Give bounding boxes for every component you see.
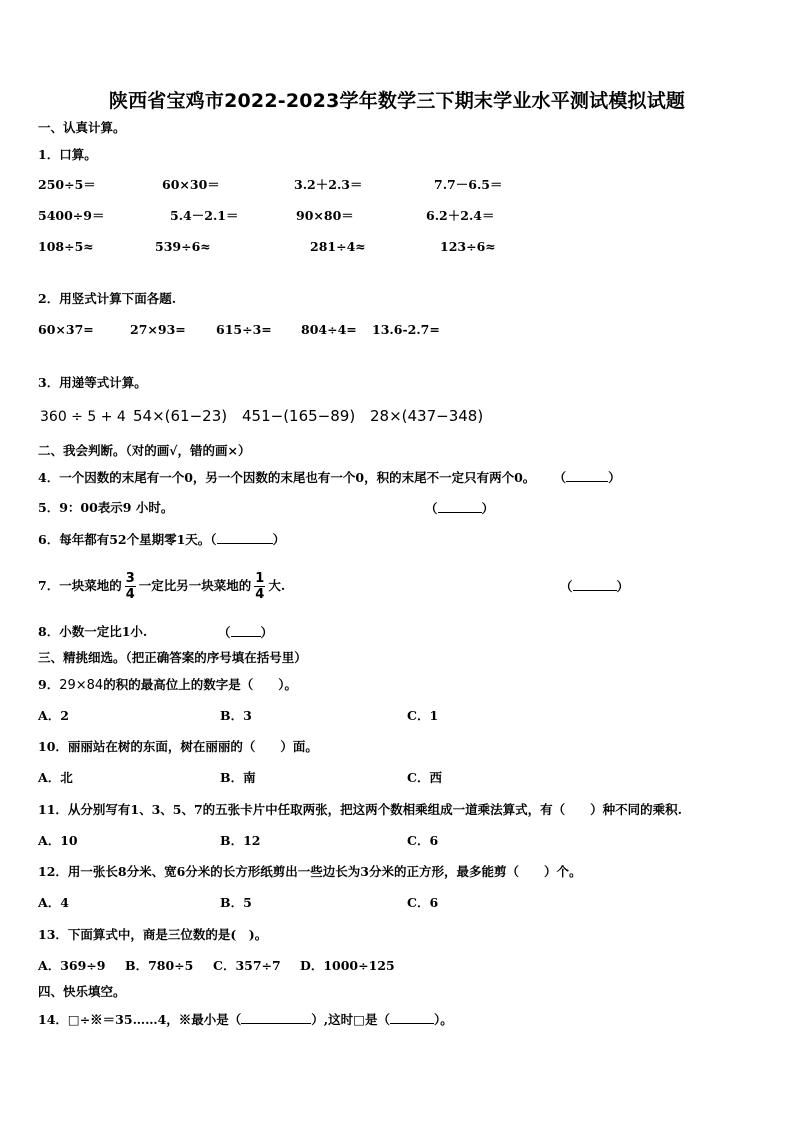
- vertical-calc-item: 60×37=: [38, 322, 94, 337]
- question-5-text: 5．9：00表示9 小时。: [38, 500, 174, 515]
- section-heading-3: 三、精挑细选。（把正确答案的序号填在括号里）: [38, 650, 307, 665]
- fraction: [125, 571, 136, 602]
- question-5-answer: [425, 500, 494, 517]
- option-c[interactable]: C．6: [407, 895, 439, 910]
- vertical-calc-item: 804÷4=: [301, 322, 357, 337]
- oral-calc-item: 539÷6≈: [155, 239, 211, 254]
- question-text: 9．: [38, 677, 60, 692]
- option-a[interactable]: A．2: [38, 708, 69, 723]
- question-13: 13．下面算式中，商是三位数的是( )。: [38, 927, 268, 942]
- question-11: 11．从分别写有1、3、5、7的五张卡片中任取两张，把这两个数相乘组成一道乘法算式，有（ ）种不同的乘积.: [38, 802, 683, 817]
- step-calc-item: 360 ÷ 5 + 4: [40, 409, 126, 425]
- vertical-calc-item: 13.6-2.7=: [372, 322, 440, 337]
- answer-blank[interactable]: [573, 578, 617, 591]
- question-text: 的积的最高位上的数字是（ ）。: [103, 677, 297, 692]
- fraction-denominator: 4: [125, 587, 135, 602]
- fraction-numerator: 3: [125, 571, 135, 586]
- question-text: 一定比另一块菜地的: [138, 578, 252, 593]
- question-1-label: 1．口算。: [38, 147, 97, 162]
- option-d[interactable]: D．1000÷125: [300, 958, 395, 973]
- answer-paren-close: ）: [608, 470, 621, 485]
- option-b[interactable]: B．780÷5: [125, 958, 194, 973]
- question-2-label: 2．用竖式计算下面各题.: [38, 291, 177, 306]
- answer-paren-open: （: [553, 470, 567, 485]
- option-b[interactable]: B．5: [220, 895, 252, 910]
- page-title: 陕西省宝鸡市2022-2023学年数学三下期末学业水平测试模拟试题: [108, 90, 686, 112]
- oral-calc-item: 281÷4≈: [310, 239, 366, 254]
- question-text: ）。: [433, 1012, 453, 1027]
- question-text: 6．每年都有52个星期零1天。: [38, 532, 211, 547]
- oral-calc-item: 60×30＝: [162, 177, 220, 192]
- question-8-answer: [218, 624, 273, 641]
- answer-paren-close: ）: [260, 625, 274, 640]
- question-4: [38, 469, 621, 486]
- question-expression: 29×84: [59, 678, 104, 693]
- vertical-calc-item: 615÷3=: [216, 322, 272, 337]
- question-3-label: 3．用递等式计算。: [38, 375, 147, 390]
- question-12: 12．用一张长8分米、宽6分米的长方形纸剪出一些边长为3分米的正方形，最多能剪（ ）个。: [38, 864, 582, 879]
- fraction-denominator: 4: [255, 587, 265, 602]
- fraction: [254, 571, 265, 602]
- option-b[interactable]: B．12: [220, 833, 261, 848]
- question-7: [38, 570, 285, 602]
- question-text: 4．一个因数的末尾有一个0，另一个因数的末尾也有一个0，积的末尾不一定只有两个0。: [38, 470, 536, 485]
- oral-calc-item: 5.4－2.1＝: [170, 208, 239, 223]
- answer-blank[interactable]: [231, 624, 261, 637]
- question-14: [38, 1011, 453, 1028]
- option-a[interactable]: A．10: [38, 833, 78, 848]
- option-a[interactable]: A．北: [38, 770, 73, 785]
- oral-calc-item: 250÷5＝: [38, 177, 96, 192]
- answer-blank[interactable]: [241, 1011, 311, 1024]
- question-8-text: 8．小数一定比1小.: [38, 624, 148, 639]
- option-a[interactable]: A．369÷9: [38, 958, 106, 973]
- option-c[interactable]: C．6: [407, 833, 439, 848]
- answer-blank[interactable]: [217, 531, 273, 544]
- question-text: 14．□÷※＝35……4，※最小是（: [38, 1012, 242, 1027]
- answer-blank[interactable]: [566, 469, 608, 482]
- oral-calc-item: 123÷6≈: [440, 239, 496, 254]
- option-c[interactable]: C．1: [407, 708, 439, 723]
- vertical-calc-item: 27×93=: [130, 322, 186, 337]
- answer-paren-close: ）: [481, 501, 495, 516]
- question-10: 10．丽丽站在树的东面，树在丽丽的（ ）面。: [38, 739, 318, 754]
- step-calc-item: 54×(61−23): [133, 407, 228, 425]
- answer-paren-open: （: [218, 625, 231, 640]
- section-heading-2: 二、我会判断。（对的画√，错的画×）: [38, 443, 251, 458]
- option-b[interactable]: B．南: [220, 770, 256, 785]
- oral-calc-item: 6.2＋2.4＝: [426, 208, 495, 223]
- answer-paren-open: （: [425, 501, 438, 516]
- question-6: [38, 531, 285, 548]
- oral-calc-item: 90×80＝: [296, 208, 354, 223]
- question-text: ）,这时□是（: [311, 1012, 390, 1027]
- step-calc-item: 28×(437−348): [370, 407, 484, 425]
- question-7-answer: [560, 578, 629, 595]
- answer-blank[interactable]: [390, 1011, 434, 1024]
- step-calc-item: 451−(165−89): [242, 407, 356, 425]
- question-text: 7．一块菜地的: [38, 578, 122, 593]
- fraction-numerator: 1: [255, 571, 265, 586]
- oral-calc-item: 108÷5≈: [38, 239, 94, 254]
- answer-paren-open: （: [210, 532, 217, 547]
- option-c[interactable]: C．357÷7: [213, 958, 281, 973]
- answer-paren-open: （: [560, 579, 573, 594]
- answer-blank[interactable]: [438, 500, 482, 513]
- section-heading-1: 一、认真计算。: [38, 120, 126, 135]
- answer-paren-close: ）: [272, 532, 286, 547]
- option-c[interactable]: C．西: [407, 770, 442, 785]
- oral-calc-item: 7.7－6.5＝: [434, 177, 503, 192]
- oral-calc-item: 3.2＋2.3＝: [294, 177, 363, 192]
- option-b[interactable]: B．3: [220, 708, 252, 723]
- question-text: 大.: [268, 578, 286, 593]
- question-9: [38, 677, 297, 694]
- section-heading-4: 四、快乐填空。: [38, 984, 126, 999]
- option-a[interactable]: A．4: [38, 895, 69, 910]
- oral-calc-item: 5400÷9＝: [38, 208, 105, 223]
- answer-paren-close: ）: [616, 579, 630, 594]
